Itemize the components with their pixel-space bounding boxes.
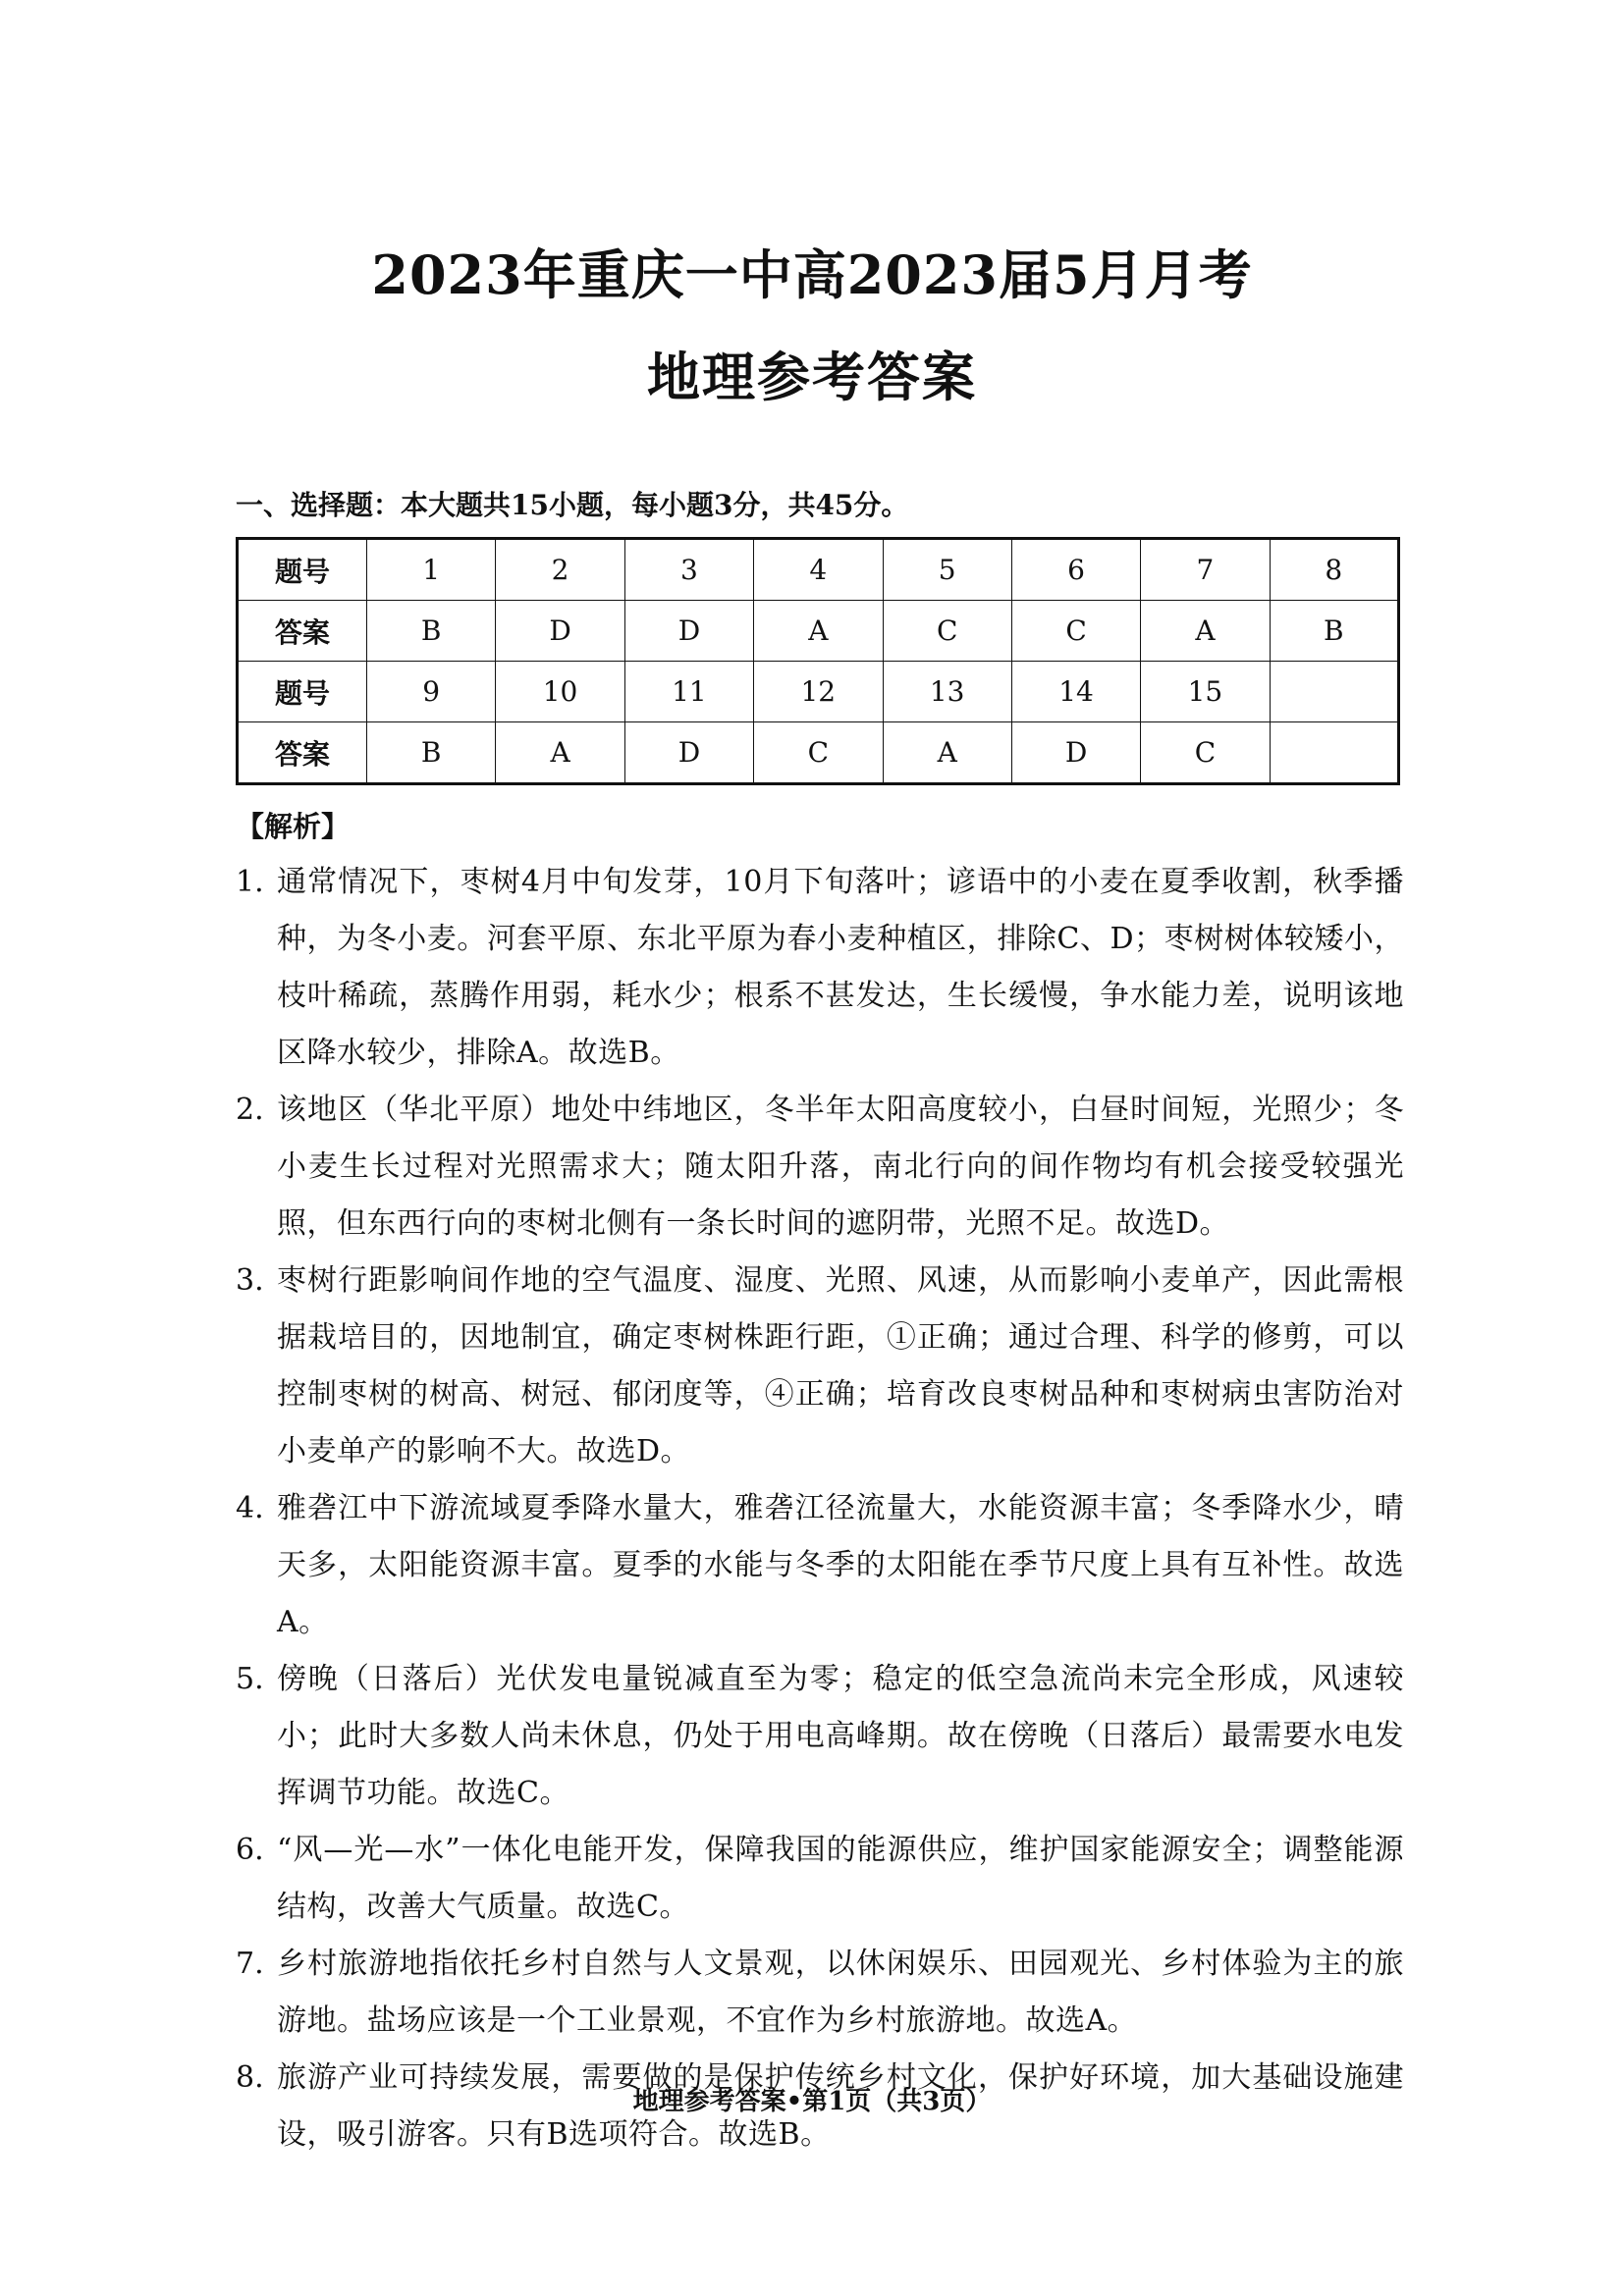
- explanation-list: [236, 854, 1404, 2163]
- item-text: 乡村旅游地指依托乡村自然与人文景观，以休闲娱乐、田园观光、乡村体验为主的旅游地。盐场应该是一个工业景观，不宜作为乡村旅游地。故选A。: [277, 1947, 1404, 2038]
- item-text: 旅游产业可持续发展，需要做的是保护传统乡村文化，保护好环境，加大基础设施建设，吸引游客。只有B选项符合。故选B。: [277, 2060, 1404, 2152]
- table-cell: A: [1141, 601, 1270, 662]
- item-number: 7.: [236, 1947, 264, 1981]
- table-cell: 15: [1141, 662, 1270, 722]
- item-number: 8.: [236, 2060, 264, 2095]
- item-text: 傍晚（日落后）光伏发电量锐减直至为零；稳定的低空急流尚未完全形成，风速较小；此时大多数人尚未休息，仍处于用电高峰期。故在傍晚（日落后）最需要水电发挥调节功能。故选C。: [277, 1662, 1404, 1810]
- table-cell: 10: [496, 662, 624, 722]
- item-number: 2.: [236, 1093, 264, 1127]
- answer-table: [236, 537, 1400, 785]
- table-cell: A: [496, 722, 624, 784]
- item-text: 枣树行距影响间作地的空气温度、湿度、光照、风速，从而影响小麦单产，因此需根据栽培目的，因地制宜，确定枣树株距行距，①正确；通过合理、科学的修剪，可以控制枣树的树高、树冠、郁闭度等，④正确；培育改良枣树品种和枣树病虫害防治对小麦单产的影响不大。故选D。: [277, 1263, 1404, 1468]
- table-cell: 13: [883, 662, 1011, 722]
- table-cell: [1270, 722, 1398, 784]
- table-cell: D: [624, 722, 753, 784]
- table-cell: D: [624, 601, 753, 662]
- table-cell: C: [754, 722, 883, 784]
- list-item: [236, 1651, 1404, 1822]
- item-number: 5.: [236, 1662, 264, 1696]
- list-item: [236, 1253, 1404, 1480]
- table-cell: D: [1011, 722, 1140, 784]
- table-cell: 题号: [238, 539, 367, 601]
- item-text: 雅砻江中下游流域夏季降水量大，雅砻江径流量大，水能资源丰富；冬季降水少，晴天多，太阳能资源丰富。夏季的水能与冬季的太阳能在季节尺度上具有互补性。故选A。: [277, 1491, 1404, 1639]
- table-row: [238, 722, 1399, 784]
- table-cell: 12: [754, 662, 883, 722]
- explanation-heading: 【解析】: [236, 810, 351, 843]
- section-heading: 一、选择题：本大题共15小题，每小题3分，共45分。: [236, 489, 909, 521]
- table-cell: B: [1270, 601, 1398, 662]
- document-subtitle: 地理参考答案: [647, 346, 977, 408]
- list-item: [236, 854, 1404, 1082]
- table-cell: B: [367, 601, 496, 662]
- table-cell: B: [367, 722, 496, 784]
- table-cell: D: [496, 601, 624, 662]
- item-number: 1.: [236, 865, 264, 899]
- table-cell: 14: [1011, 662, 1140, 722]
- table-cell: A: [754, 601, 883, 662]
- item-number: 3.: [236, 1263, 264, 1298]
- document-title: 2023年重庆一中高2023届5月月考: [371, 243, 1253, 306]
- item-text: 该地区（华北平原）地处中纬地区，冬半年太阳高度较小，白昼时间短，光照少；冬小麦生长过程对光照需求大；随太阳升落，南北行向的间作物均有机会接受较强光照，但东西行向的枣树北侧有一条长时间的遮阴带，光照不足。故选D。: [277, 1093, 1404, 1241]
- table-cell: C: [883, 601, 1011, 662]
- table-cell: 4: [754, 539, 883, 601]
- table-cell: 11: [624, 662, 753, 722]
- table-cell: 3: [624, 539, 753, 601]
- table-cell: 2: [496, 539, 624, 601]
- table-cell: 8: [1270, 539, 1398, 601]
- table-cell: 5: [883, 539, 1011, 601]
- table-cell: 答案: [238, 601, 367, 662]
- table-cell: [1270, 662, 1398, 722]
- table-cell: 答案: [238, 722, 367, 784]
- table-cell: 1: [367, 539, 496, 601]
- item-number: 6.: [236, 1833, 264, 1867]
- page-footer: 地理参考答案•第1页（共3页）: [632, 2087, 992, 2116]
- table-cell: 7: [1141, 539, 1270, 601]
- item-text: 通常情况下，枣树4月中旬发芽，10月下旬落叶；谚语中的小麦在夏季收割，秋季播种，为冬小麦。河套平原、东北平原为春小麦种植区，排除C、D；枣树树体较矮小，枝叶稀疏，蒸腾作用弱，耗水少；根系不甚发达，生长缓慢，争水能力差，说明该地区降水较少，排除A。故选B。: [277, 865, 1404, 1070]
- table-row: [238, 601, 1399, 662]
- table-row: [238, 662, 1399, 722]
- item-text: “风—光—水”一体化电能开发，保障我国的能源供应，维护国家能源安全；调整能源结构，改善大气质量。故选C。: [277, 1833, 1404, 1924]
- table-cell: 6: [1011, 539, 1140, 601]
- table-cell: 9: [367, 662, 496, 722]
- list-item: [236, 1480, 1404, 1651]
- list-item: [236, 1936, 1404, 2050]
- list-item: [236, 1082, 1404, 1253]
- item-number: 4.: [236, 1491, 264, 1525]
- table-row: [238, 539, 1399, 601]
- table-cell: C: [1011, 601, 1140, 662]
- list-item: [236, 1822, 1404, 1936]
- table-cell: 题号: [238, 662, 367, 722]
- table-cell: C: [1141, 722, 1270, 784]
- table-cell: A: [883, 722, 1011, 784]
